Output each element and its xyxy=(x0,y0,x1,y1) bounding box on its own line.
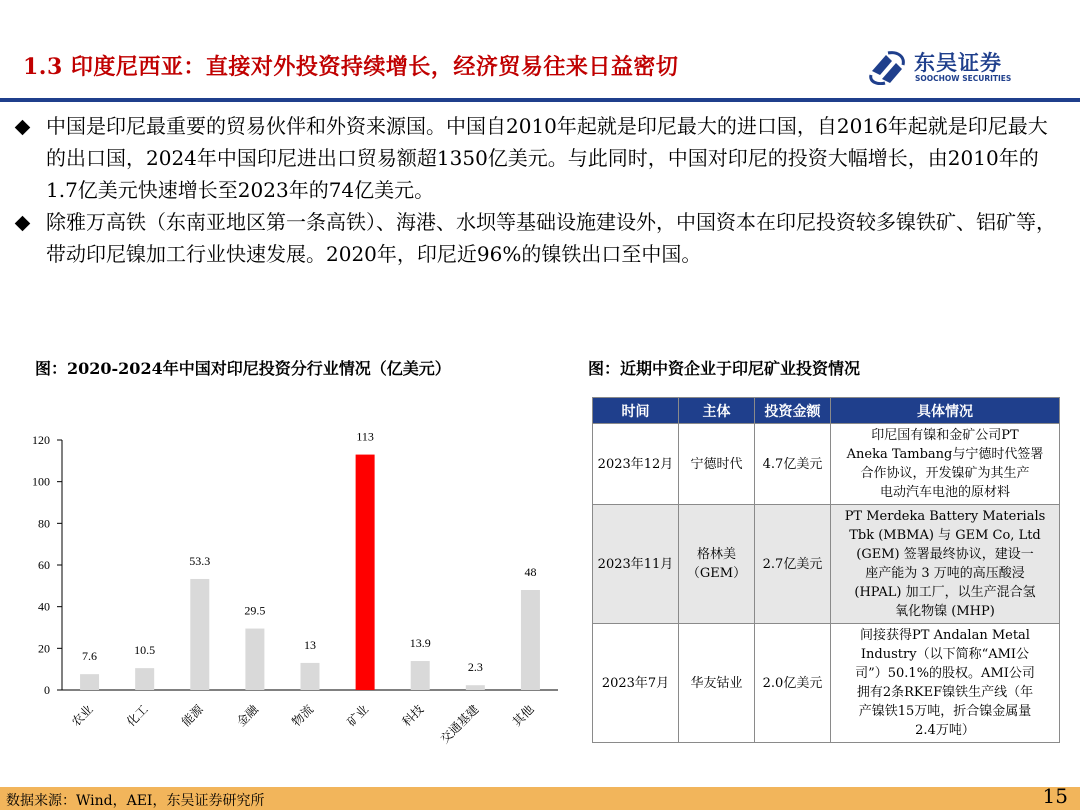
x-category-label: 能源 xyxy=(179,702,206,730)
header-details: 具体情况 xyxy=(831,398,1060,424)
y-tick-label: 80 xyxy=(38,516,50,531)
x-category-label: 物流 xyxy=(289,702,317,730)
bullet-text: 除雅万高铁（东南亚地区第一条高铁）、海港、水坝等基础设施建设外，中国资本在印尼投资较多镍铁矿、铝矿等，带动印尼镍加工行业快速发展。2020年，印尼近96%的镍铁出口至中国。 xyxy=(46,210,1056,266)
detail-line: Industry（以下简称“AMI公 xyxy=(860,647,1030,662)
table-header-row xyxy=(593,398,1060,424)
y-tick-label: 100 xyxy=(32,474,50,489)
bullet-list xyxy=(14,110,1064,270)
cell-time: 2023年12月 xyxy=(593,424,679,505)
bullet-item xyxy=(14,206,1064,270)
data-label: 2.3 xyxy=(467,660,483,675)
cell-details xyxy=(831,624,1060,743)
detail-line: Aneka Tambang与宁德时代签署 xyxy=(846,447,1044,462)
page-title: 1.3 印度尼西亚：直接对外投资持续增长，经济贸易往来日益密切 xyxy=(23,54,679,80)
header-entity: 主体 xyxy=(679,398,755,424)
bar-其他 xyxy=(521,590,540,690)
cell-time: 2023年7月 xyxy=(593,624,679,743)
data-label: 48 xyxy=(524,565,537,579)
detail-line: 产镍铁15万吨，折合镍金属量 xyxy=(858,704,1032,719)
table-caption: 图：近期中资企业于印尼矿业投资情况 xyxy=(588,359,861,378)
cell-entity: 华友钴业 xyxy=(679,624,755,743)
cell-amount: 2.0亿美元 xyxy=(755,624,831,743)
x-category-label: 矿业 xyxy=(344,702,372,730)
header-time: 时间 xyxy=(593,398,679,424)
detail-line: (GEM) 签署最终协议，建设一 xyxy=(856,547,1034,562)
x-category-label: 金融 xyxy=(234,702,262,730)
bar-金融 xyxy=(245,629,264,690)
detail-line: 司”）50.1%的股权。AMI公司 xyxy=(855,666,1035,681)
entity-line: （GEM） xyxy=(686,566,747,581)
detail-line: PT Merdeka Battery Materials xyxy=(844,509,1046,524)
logo-text-cn: 东吴证券 xyxy=(914,51,1002,75)
x-category-label: 化工 xyxy=(123,702,151,730)
detail-line: 印尼国有镍和金矿公司PT xyxy=(871,428,1019,443)
x-category-label: 农业 xyxy=(68,702,96,730)
diamond-bullet-icon xyxy=(15,216,31,232)
detail-line: Tbk (MBMA) 与 GEM Co, Ltd xyxy=(849,528,1041,543)
bar-矿业 xyxy=(356,455,375,690)
detail-line: 座产能为 3 万吨的高压酸浸 xyxy=(865,566,1025,581)
data-label: 13 xyxy=(304,637,316,652)
cell-amount: 2.7亿美元 xyxy=(755,505,831,624)
y-tick-label: 0 xyxy=(44,683,50,697)
table-row xyxy=(593,624,1060,743)
x-category-label: 交通基建 xyxy=(437,702,482,747)
cell-details xyxy=(831,505,1060,624)
table-row xyxy=(593,505,1060,624)
y-tick-label: 120 xyxy=(32,433,50,447)
data-label: 113 xyxy=(356,429,374,444)
cell-entity: 宁德时代 xyxy=(679,424,755,505)
x-category-label: 其他 xyxy=(509,702,537,730)
mining-investment-table xyxy=(592,397,1060,743)
data-label: 7.6 xyxy=(82,649,98,664)
detail-line: 氧化物镍 (MHP) xyxy=(895,604,995,619)
x-category-label: 科技 xyxy=(399,702,427,730)
bar-化工 xyxy=(135,668,154,690)
page-number: 15 xyxy=(1042,784,1068,808)
bar-农业 xyxy=(80,674,99,690)
table-row xyxy=(593,424,1060,505)
cell-time: 2023年11月 xyxy=(593,505,679,624)
chart-caption: 图：2020-2024年中国对印尼投资分行业情况（亿美元） xyxy=(35,359,451,378)
logo-text-en: SOOCHOW SECURITIES xyxy=(915,74,1012,83)
y-tick-label: 20 xyxy=(38,641,50,656)
data-label: 29.5 xyxy=(244,603,266,618)
bar-交通基建 xyxy=(466,685,485,690)
detail-line: 间接获得PT Andalan Metal xyxy=(860,628,1030,643)
bullet-item xyxy=(14,110,1064,206)
cell-entity xyxy=(679,505,755,624)
header-amount: 投资金额 xyxy=(755,398,831,424)
detail-line: 电动汽车电池的原材料 xyxy=(879,485,1010,500)
data-label: 13.9 xyxy=(409,636,431,651)
cell-amount: 4.7亿美元 xyxy=(755,424,831,505)
company-logo xyxy=(868,47,1038,87)
soochow-logo-icon xyxy=(868,49,906,85)
detail-line: (HPAL) 加工厂，以生产混合氢 xyxy=(854,585,1036,600)
data-label: 10.5 xyxy=(134,643,156,658)
bar-物流 xyxy=(301,663,320,690)
bar-科技 xyxy=(411,661,430,690)
industry-investment-bar-chart xyxy=(0,420,580,790)
data-label: 53.3 xyxy=(189,553,211,568)
bar-能源 xyxy=(190,579,209,690)
cell-details xyxy=(831,424,1060,505)
header-divider xyxy=(0,98,1080,102)
entity-line: 格林美 xyxy=(696,547,736,562)
bullet-text: 中国是印尼最重要的贸易伙伴和外资来源国。中国自2010年起就是印尼最大的进口国，自2016年起就是印尼最大的出口国，2024年中国印尼进出口贸易额超1350亿美元。与此同时，中国对印尼的投资大幅增长，由2010年的1.7亿美元快速增长至2023年的74亿美元。 xyxy=(46,114,1048,202)
y-tick-label: 40 xyxy=(38,599,50,614)
data-source: 数据来源：Wind，AEI，东吴证券研究所 xyxy=(6,793,265,809)
y-tick-label: 60 xyxy=(38,558,50,572)
diamond-bullet-icon xyxy=(15,120,31,136)
detail-line: 合作协议，开发镍矿为其生产 xyxy=(860,466,1030,481)
detail-line: 2.4万吨） xyxy=(915,723,975,738)
detail-line: 拥有2条RKEF镍铁生产线（年 xyxy=(856,685,1034,700)
